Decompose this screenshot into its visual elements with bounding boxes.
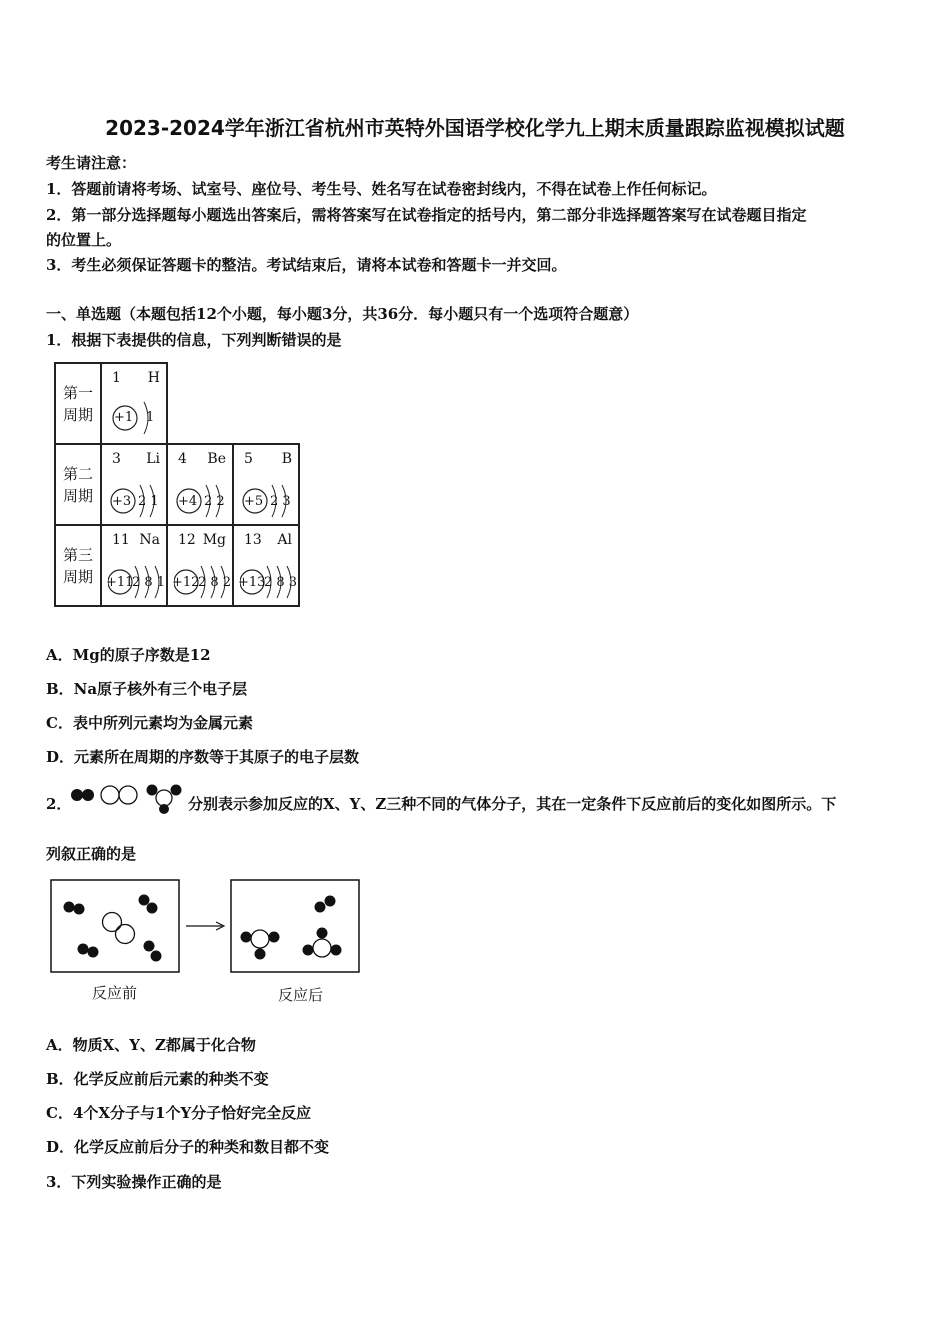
element-cell-Li	[101, 444, 167, 525]
notice-item-1: 1．答题前请将考场、试室号、座位号、考生号、姓名写在试卷密封线内，不得在试卷上作任何标记。	[46, 180, 717, 198]
question-1-stem: 1．根据下表提供的信息，下列判断错误的是	[46, 331, 342, 349]
question-2-number: 2．	[46, 795, 72, 813]
atomic-number: 5	[244, 451, 253, 467]
electron-shells: 2 8 3	[264, 575, 298, 590]
q2-option-b: B．化学反应前后元素的种类不变	[46, 1070, 269, 1088]
q1-option-c: C．表中所列元素均为金属元素	[46, 714, 253, 732]
nucleus-charge: +11	[106, 575, 134, 590]
periodic-table	[54, 362, 300, 607]
notice-item-2: 2．第一部分选择题每小题选出答案后，需将答案写在试卷指定的括号内，第二部分非选择题答案写在试卷题目指定	[46, 206, 807, 224]
before-label: 反应前	[92, 984, 138, 1002]
atomic-number: 4	[178, 451, 187, 467]
notice-item-2-cont: 的位置上。	[46, 231, 122, 249]
q2-option-d: D．化学反应前后分子的种类和数目都不变	[46, 1138, 330, 1156]
period-label: 第三 周期	[55, 525, 101, 606]
reaction-diagram	[50, 878, 370, 978]
electron-shells: 2 8 2	[198, 575, 232, 590]
electron-shells: 1	[146, 410, 155, 425]
electron-shells: 2 1	[138, 494, 159, 509]
atomic-number: 11	[112, 532, 130, 548]
element-cell-H	[101, 363, 167, 444]
period-label: 第二 周期	[55, 444, 101, 525]
element-cell-B	[233, 444, 299, 525]
element-cell-Mg	[167, 525, 233, 606]
q1-option-a: A．Mg的原子序数是12	[46, 646, 211, 664]
q2-option-c: C．4个X分子与1个Y分子恰好完全反应	[46, 1104, 312, 1122]
element-cell-Na	[101, 525, 167, 606]
q1-option-d: D．元素所在周期的序数等于其原子的电子层数	[46, 748, 360, 766]
electron-shells: 2 2	[204, 494, 225, 509]
element-symbol: Na	[139, 532, 160, 548]
element-symbol: B	[281, 451, 292, 467]
atomic-number: 13	[244, 532, 262, 548]
molecule-legend-icon	[68, 781, 190, 815]
page-title: 2023-2024学年浙江省杭州市英特外国语学校化学九上期末质量跟踪监视模拟试题	[105, 116, 845, 140]
notice-heading: 考生请注意：	[46, 154, 137, 172]
q1-option-b: B．Na原子核外有三个电子层	[46, 680, 248, 698]
nucleus-charge: +1	[114, 410, 134, 425]
question-3-stem: 3．下列实验操作正确的是	[46, 1173, 222, 1191]
element-symbol: Li	[146, 451, 160, 467]
element-cell-Be	[167, 444, 233, 525]
section-heading: 一、单选题（本题包括12个小题，每小题3分，共36分．每小题只有一个选项符合题意）	[46, 305, 639, 323]
after-label: 反应后	[278, 986, 324, 1004]
question-2-stem-cont: 列叙正确的是	[46, 845, 137, 863]
element-symbol: Be	[207, 451, 226, 467]
electron-shells: 2 3	[270, 494, 291, 509]
element-symbol: H	[147, 370, 160, 386]
element-symbol: Mg	[202, 532, 226, 548]
element-cell-Al	[233, 525, 299, 606]
nucleus-charge: +5	[244, 494, 264, 509]
element-symbol: Al	[277, 532, 292, 548]
nucleus-charge: +13	[238, 575, 266, 590]
nucleus-charge: +12	[172, 575, 200, 590]
electron-shells: 2 8 1	[132, 575, 166, 590]
atomic-number: 12	[178, 532, 196, 548]
notice-item-3: 3．考生必须保证答题卡的整洁。考试结束后，请将本试卷和答题卡一并交回。	[46, 256, 567, 274]
nucleus-charge: +3	[112, 494, 132, 509]
atomic-number: 1	[112, 370, 121, 386]
period-label: 第一 周期	[55, 363, 101, 444]
q2-option-a: A．物质X、Y、Z都属于化合物	[46, 1036, 256, 1054]
question-2-stem: 分别表示参加反应的X、Y、Z三种不同的气体分子，其在一定条件下反应前后的变化如图所示。下	[188, 795, 837, 813]
nucleus-charge: +4	[178, 494, 198, 509]
atomic-number: 3	[112, 451, 121, 467]
